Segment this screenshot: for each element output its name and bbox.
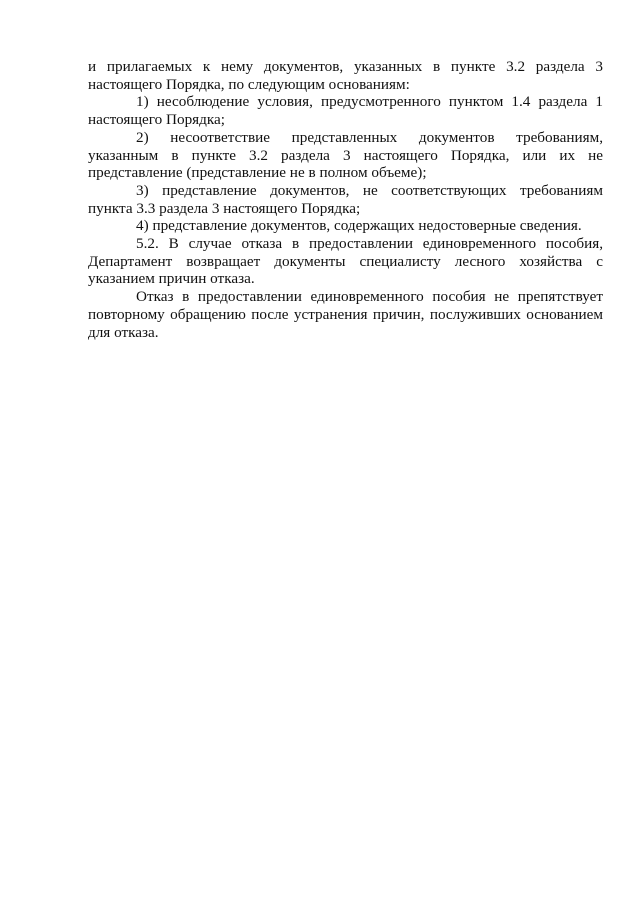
text-line: 1) несоблюдение условия, предусмотренного пунктом 1.4 раздела 1 — [136, 93, 603, 111]
text-line: указанным в пункте 3.2 раздела 3 настоящего Порядка, или их не — [88, 146, 603, 164]
text-line: представление (представление не в полном объеме); — [88, 164, 427, 182]
paragraph — [88, 93, 603, 128]
text-line: для отказа. — [88, 323, 159, 341]
text-line: настоящего Порядка; — [88, 111, 225, 129]
text-line: 3) представление документов, не соответствующих требованиям — [136, 181, 603, 199]
text-line: повторному обращению после устранения причин, послуживших основанием — [88, 305, 603, 323]
paragraph — [88, 182, 603, 217]
text-line: указанием причин отказа. — [88, 270, 255, 288]
document-page — [88, 58, 603, 341]
text-line: настоящего Порядка, по следующим основаниям: — [88, 75, 410, 93]
paragraph — [88, 217, 603, 235]
paragraph — [88, 235, 603, 288]
text-line: 5.2. В случае отказа в предоставлении единовременного пособия, — [136, 235, 603, 253]
text-line: пункта 3.3 раздела 3 настоящего Порядка; — [88, 199, 361, 217]
paragraph — [88, 129, 603, 182]
paragraph — [88, 58, 603, 93]
text-line: 4) представление документов, содержащих недостоверные сведения. — [136, 217, 582, 235]
text-line: Департамент возвращает документы специалисту лесного хозяйства с — [88, 252, 603, 270]
paragraph — [88, 288, 603, 341]
text-line: и прилагаемых к нему документов, указанных в пункте 3.2 раздела 3 — [88, 58, 603, 75]
text-line: 2) несоответствие представленных документов требованиям, — [136, 128, 603, 146]
text-line: Отказ в предоставлении единовременного пособия не препятствует — [136, 288, 603, 306]
